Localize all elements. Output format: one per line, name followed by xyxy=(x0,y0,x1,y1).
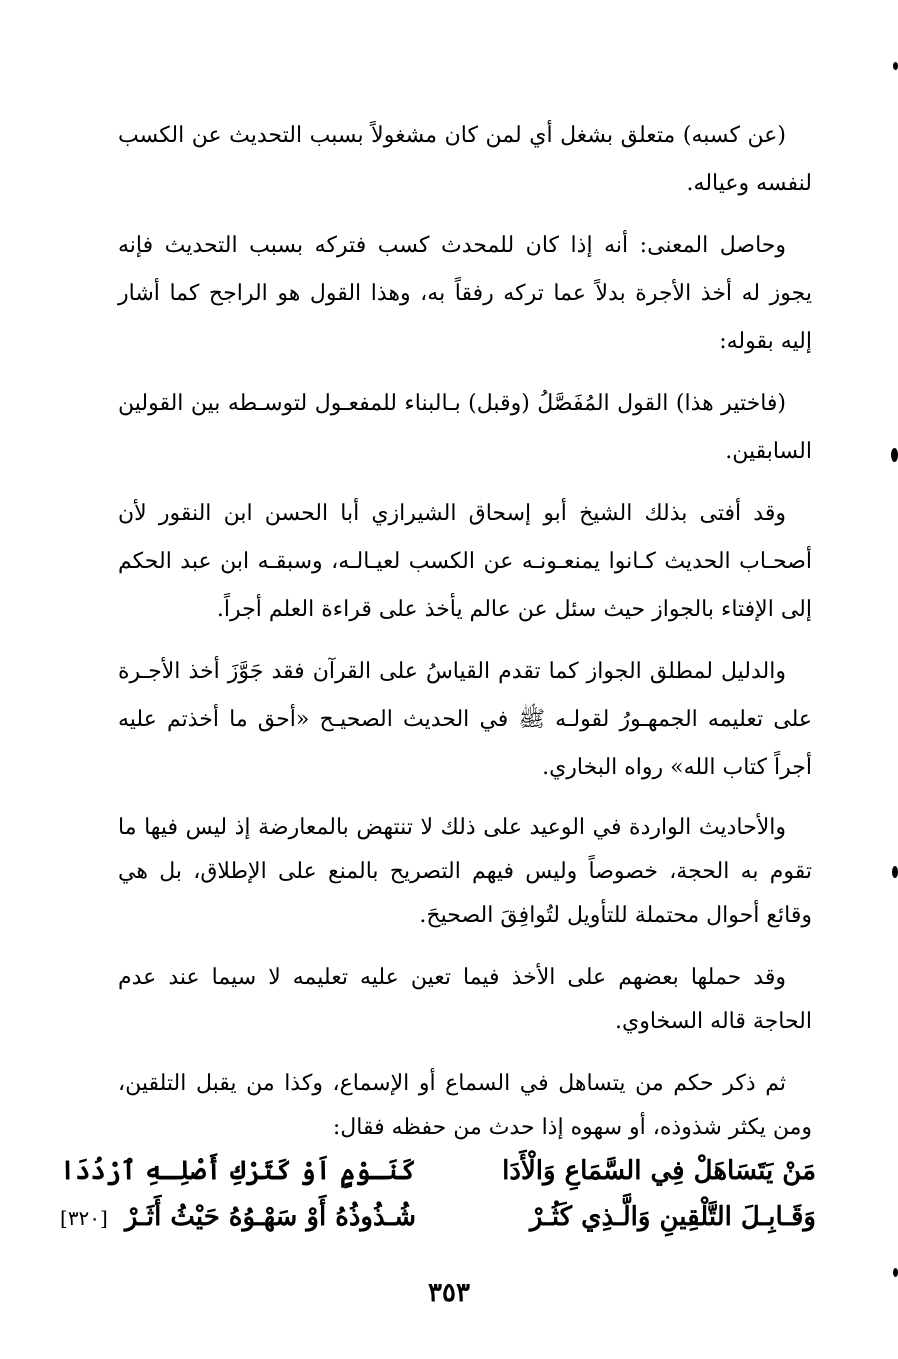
verse-end xyxy=(60,1202,416,1232)
verse-line xyxy=(60,1148,816,1194)
paragraph-meaning: وحاصل المعنى: أنه إذا كان للمحدث كسب فتركه بسبب التحديث فإنه يجوز له أخذ الأجرة بدلاً عما تركه رفقاً به، وهذا القول هو الراجح كما أشار إليه بقوله: xyxy=(118,233,812,354)
poem-verse xyxy=(60,1148,816,1240)
scan-mark xyxy=(893,1268,898,1277)
paragraph-hadiths: والأحاديث الواردة في الوعيد على ذلك لا تنتهض بالمعارضة إذ ليس فيها ما تقوم به الحجة، خصوصاً وليس فيهم التصريح بالمنع على الإطلاق، بل هي وقائع أحوال محتملة للتأويل لتُوافِقَ الصحيحَ. xyxy=(118,815,812,928)
scan-mark xyxy=(893,62,898,70)
verse-hemistich: مَنْ يَتَسَاهَلْ فِي السَّمَاعِ وَالْأَدَا xyxy=(502,1156,816,1186)
verse-hemistich: شُـذُوذُهُ أَوْ سَهْـوُهُ حَيْثُ أَثَـرْ xyxy=(124,1202,417,1232)
page-number: ٣٥٣ xyxy=(428,1278,470,1308)
paragraph-evidence: والدليل لمطلق الجواز كما تقدم القياسُ على القرآن فقد جَوَّزَ أخذ الأجـرة على تعليمه الجمهـورُ لقولـه ﷺ في الحديث الصحيـح «أحق ما أخذتم عليه أجراً كتاب الله» رواه البخاري. xyxy=(118,659,812,780)
paragraph-kasb: (عن كسبه) متعلق بشغل أي لمن كان مشغولاً بسبب التحديث عن الكسب لنفسه وعياله. xyxy=(118,123,812,196)
scan-mark xyxy=(891,448,898,462)
paragraph-chosen-view: (فاختير هذا) القول المُفَصَّلُ (وقبل) بـالبناء للمفعـول لتوسـطه بين القولين السابقين. xyxy=(118,391,812,464)
paragraph-intro-verse: ثم ذكر حكم من يتساهل في السماع أو الإسماع، وكذا من يقبل التلقين، ومن يكثر شذوذه، أو سهوه إذا حدث من حفظه فقال: xyxy=(118,1071,812,1140)
verse-hemistich: كَنَـوْمٍ اَوْ كَتَرْكِ أَصْلِـهِ ٱرْدُدَا xyxy=(60,1156,417,1186)
verse-number: [٣٢٠] xyxy=(60,1206,108,1230)
paragraph-fatwa: وقد أفتى بذلك الشيخ أبو إسحاق الشيرازي أبا الحسن ابن النقور لأن أصحـاب الحديث كـانوا يمنعـونـه عن الكسب لعيـالـه، وسبقـه ابن عبد الحكم إلى الإفتاء بالجواز حيث سئل عن عالم يأخذ على قراءة العلم أجراً. xyxy=(118,501,812,622)
scan-mark xyxy=(892,866,898,878)
paragraph-interpretation: وقد حملها بعضهم على الأخذ فيما تعين عليه تعليمه لا سيما عند عدم الحاجة قاله السخاوي. xyxy=(118,965,812,1034)
verse-hemistich: وَقَـابِـلَ التَّلْقِينِ وَالَّـذِي كَثُـرْ xyxy=(529,1202,816,1232)
page-body xyxy=(118,112,812,1168)
verse-line xyxy=(60,1194,816,1240)
